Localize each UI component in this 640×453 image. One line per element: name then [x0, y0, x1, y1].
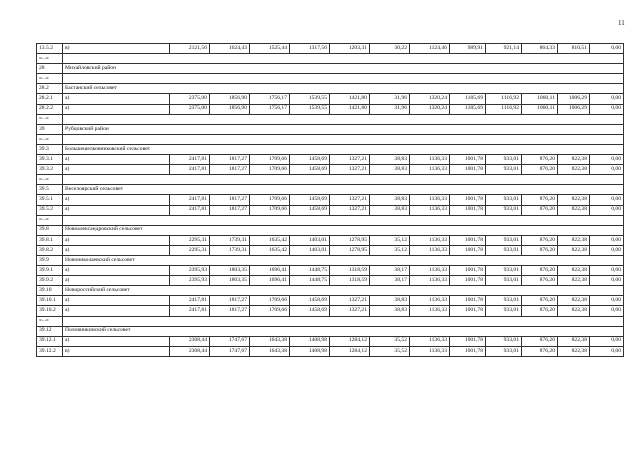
- row-number: 39: [37, 124, 63, 134]
- table-cell: 1284,12: [330, 346, 370, 356]
- section-row: [37, 134, 624, 144]
- table-cell: 1136,33: [410, 155, 450, 165]
- table-cell: 1136,33: [410, 266, 450, 276]
- table-cell: 1408,98: [290, 336, 330, 346]
- row-number: 39.10.1: [37, 296, 63, 306]
- table-cell: 933,01: [486, 296, 522, 306]
- table-cell: 0,00: [590, 205, 624, 215]
- table-cell: 1709,66: [250, 155, 290, 165]
- table-cell: 1278,95: [330, 245, 370, 255]
- table-cell: 933,01: [486, 165, 522, 175]
- table-cell: 989,91: [450, 44, 486, 54]
- row-number: 39.10: [37, 286, 63, 296]
- table-cell: 0,00: [590, 266, 624, 276]
- table-cell: 933,01: [486, 276, 522, 286]
- table-cell: 1817,27: [210, 205, 250, 215]
- table-cell: 1136,33: [410, 336, 450, 346]
- table-cell: 1643,38: [250, 336, 290, 346]
- table-cell: 1756,17: [250, 104, 290, 114]
- section-row: [37, 316, 624, 326]
- table-row: [37, 195, 624, 205]
- section-row: [37, 175, 624, 185]
- table-cell: 1709,66: [250, 296, 290, 306]
- row-number: 39.9.2: [37, 276, 63, 286]
- row-subitem: а): [63, 165, 170, 175]
- table-cell: 1856,90: [210, 104, 250, 114]
- table-cell: 822,38: [558, 165, 590, 175]
- row-number: 28.2: [37, 84, 63, 94]
- table-cell: 2417,81: [170, 195, 210, 205]
- row-number: 39.9.1: [37, 266, 63, 276]
- table-cell: 38,17: [370, 266, 410, 276]
- table-cell: 1320,24: [410, 94, 450, 104]
- row-number: 28: [37, 64, 63, 74]
- table-cell: 35,12: [370, 245, 410, 255]
- table-cell: 1739,31: [210, 245, 250, 255]
- section-title: [63, 215, 624, 225]
- table-cell: 1458,69: [290, 205, 330, 215]
- section-row: [37, 225, 624, 235]
- table-cell: 876,20: [522, 235, 558, 245]
- table-cell: 1643,38: [250, 346, 290, 356]
- table-cell: 1448,75: [290, 266, 330, 276]
- table-cell: 1709,66: [250, 205, 290, 215]
- table-cell: 933,01: [486, 346, 522, 356]
- row-number: «...»: [37, 215, 63, 225]
- table-cell: 822,38: [558, 336, 590, 346]
- table-cell: 1116,92: [486, 104, 522, 114]
- row-subitem: а): [63, 104, 170, 114]
- table-cell: 1458,69: [290, 165, 330, 175]
- table-cell: 0,00: [590, 155, 624, 165]
- table-cell: 1284,12: [330, 336, 370, 346]
- table-cell: 1136,33: [410, 165, 450, 175]
- table-row: [37, 165, 624, 175]
- table-cell: 876,20: [522, 205, 558, 215]
- table-cell: 1001,78: [450, 235, 486, 245]
- table-cell: 1817,27: [210, 195, 250, 205]
- table-cell: 1001,78: [450, 266, 486, 276]
- table-cell: 822,38: [558, 155, 590, 165]
- table-cell: 1060,11: [522, 104, 558, 114]
- table-cell: 2295,31: [170, 245, 210, 255]
- row-number: 13.5.2: [37, 44, 63, 54]
- section-row: [37, 326, 624, 336]
- table-cell: 822,38: [558, 276, 590, 286]
- table-cell: 876,20: [522, 266, 558, 276]
- table-cell: 1001,78: [450, 276, 486, 286]
- table-cell: 1458,69: [290, 296, 330, 306]
- table-row: [37, 336, 624, 346]
- table-cell: 1001,78: [450, 346, 486, 356]
- table-cell: 1421,80: [330, 94, 370, 104]
- table-cell: 1001,78: [450, 155, 486, 165]
- table-cell: 1136,33: [410, 235, 450, 245]
- table-cell: 2417,81: [170, 165, 210, 175]
- row-number: 39.12: [37, 326, 63, 336]
- table-cell: 1756,17: [250, 94, 290, 104]
- table-cell: 2375,00: [170, 94, 210, 104]
- table-cell: 1403,01: [290, 235, 330, 245]
- table-cell: 933,01: [486, 336, 522, 346]
- table-cell: 0,00: [590, 94, 624, 104]
- row-number: 39.12.2: [37, 346, 63, 356]
- table-row: [37, 266, 624, 276]
- table-cell: 31,96: [370, 94, 410, 104]
- table-cell: 1001,78: [450, 205, 486, 215]
- table-cell: 876,20: [522, 195, 558, 205]
- row-number: 39.8.2: [37, 245, 63, 255]
- table-cell: 1185,69: [450, 104, 486, 114]
- row-number: 39.3.2: [37, 165, 63, 175]
- section-row: [37, 64, 624, 74]
- table-cell: 2308,44: [170, 336, 210, 346]
- table-row: [37, 155, 624, 165]
- section-title: Рубцовский район: [63, 124, 624, 134]
- table-cell: 1318,59: [330, 276, 370, 286]
- section-title: Новониколаевский сельсовет: [63, 255, 624, 265]
- table-cell: 2417,81: [170, 296, 210, 306]
- section-row: [37, 286, 624, 296]
- table-cell: 38,83: [370, 296, 410, 306]
- table-cell: 30,22: [370, 44, 410, 54]
- row-number: 39.8.1: [37, 235, 63, 245]
- section-row: [37, 124, 624, 134]
- row-number: 39.10.2: [37, 306, 63, 316]
- row-number: 39.5: [37, 185, 63, 195]
- table-cell: 1006,29: [558, 94, 590, 104]
- table-row: [37, 104, 624, 114]
- table-cell: 0,00: [590, 104, 624, 114]
- table-cell: 1185,69: [450, 94, 486, 104]
- table-cell: 38,83: [370, 306, 410, 316]
- row-number: 28.2.1: [37, 94, 63, 104]
- table-cell: 38,83: [370, 165, 410, 175]
- page-number: 11: [618, 19, 625, 27]
- row-subitem: в): [63, 44, 170, 54]
- table-cell: 1803,35: [210, 276, 250, 286]
- table-cell: 933,01: [486, 155, 522, 165]
- table-cell: 1278,95: [330, 235, 370, 245]
- table-cell: 1136,33: [410, 205, 450, 215]
- table-cell: 822,38: [558, 296, 590, 306]
- table-cell: 1747,67: [210, 336, 250, 346]
- table-cell: 1817,27: [210, 306, 250, 316]
- section-title: [63, 114, 624, 124]
- table-cell: 810,51: [558, 44, 590, 54]
- table-cell: 38,83: [370, 155, 410, 165]
- table-cell: 0,00: [590, 245, 624, 255]
- row-number: «...»: [37, 74, 63, 84]
- table-cell: 1001,78: [450, 245, 486, 255]
- table-cell: 38,83: [370, 195, 410, 205]
- table-row: [37, 94, 624, 104]
- table-cell: 1709,66: [250, 306, 290, 316]
- table-row: [37, 276, 624, 286]
- table-row: [37, 296, 624, 306]
- table-cell: 0,00: [590, 165, 624, 175]
- row-subitem: а): [63, 155, 170, 165]
- table-cell: 35,12: [370, 235, 410, 245]
- table-cell: 1539,55: [290, 94, 330, 104]
- table-cell: 1327,21: [330, 306, 370, 316]
- table-cell: 0,00: [590, 195, 624, 205]
- row-number: «...»: [37, 114, 63, 124]
- table-cell: 1001,78: [450, 306, 486, 316]
- table-cell: 822,38: [558, 346, 590, 356]
- table-cell: 1458,69: [290, 306, 330, 316]
- section-title: Веселоярский сельсовет: [63, 185, 624, 195]
- table-cell: 1136,33: [410, 306, 450, 316]
- tariff-table: [36, 43, 624, 357]
- row-number: 28.2.2: [37, 104, 63, 114]
- table-cell: 876,20: [522, 165, 558, 175]
- table-cell: 2417,81: [170, 306, 210, 316]
- table-cell: 1635,42: [250, 235, 290, 245]
- table-cell: 2395,93: [170, 266, 210, 276]
- row-number: 39.8: [37, 225, 63, 235]
- row-subitem: а): [63, 195, 170, 205]
- table-cell: 1803,35: [210, 266, 250, 276]
- row-number: 39.3: [37, 144, 63, 154]
- section-title: Новороссийский сельсовет: [63, 286, 624, 296]
- table-cell: 933,01: [486, 235, 522, 245]
- table-row: [37, 44, 624, 54]
- row-subitem: а): [63, 94, 170, 104]
- table-cell: 31,96: [370, 104, 410, 114]
- table-cell: 1817,27: [210, 165, 250, 175]
- table-cell: 1006,29: [558, 104, 590, 114]
- table-cell: 822,38: [558, 235, 590, 245]
- table-cell: 1327,21: [330, 296, 370, 306]
- table-cell: 2121,56: [170, 44, 210, 54]
- table-cell: 822,38: [558, 205, 590, 215]
- table-cell: 1856,90: [210, 94, 250, 104]
- table-cell: 1539,55: [290, 104, 330, 114]
- table-cell: 933,01: [486, 195, 522, 205]
- section-row: [37, 144, 624, 154]
- table-cell: 1327,21: [330, 195, 370, 205]
- table-cell: 1624,43: [210, 44, 250, 54]
- table-cell: 876,20: [522, 276, 558, 286]
- row-number: «...»: [37, 316, 63, 326]
- table-cell: 2395,93: [170, 276, 210, 286]
- section-title: [63, 316, 624, 326]
- table-cell: 822,38: [558, 195, 590, 205]
- table-cell: 1696,41: [250, 266, 290, 276]
- table-row: [37, 235, 624, 245]
- table-cell: 1817,27: [210, 296, 250, 306]
- section-row: [37, 54, 624, 64]
- table-cell: 2295,31: [170, 235, 210, 245]
- table-cell: 0,00: [590, 336, 624, 346]
- table-cell: 876,20: [522, 336, 558, 346]
- row-subitem: а): [63, 296, 170, 306]
- table-cell: 876,20: [522, 245, 558, 255]
- table-cell: 1116,92: [486, 94, 522, 104]
- row-subitem: а): [63, 235, 170, 245]
- table-cell: 1001,78: [450, 195, 486, 205]
- section-row: [37, 255, 624, 265]
- table-cell: 38,83: [370, 205, 410, 215]
- row-number: «...»: [37, 175, 63, 185]
- table-row: [37, 346, 624, 356]
- table-cell: 1136,33: [410, 245, 450, 255]
- table-cell: 933,01: [486, 306, 522, 316]
- table-cell: 876,20: [522, 155, 558, 165]
- table-cell: 1448,75: [290, 276, 330, 286]
- table-cell: 1696,41: [250, 276, 290, 286]
- table-cell: 1001,78: [450, 336, 486, 346]
- section-row: [37, 114, 624, 124]
- table-cell: 2308,44: [170, 346, 210, 356]
- table-cell: 1060,11: [522, 94, 558, 104]
- table-cell: 822,38: [558, 245, 590, 255]
- table-cell: 1327,21: [330, 165, 370, 175]
- table-cell: 1739,31: [210, 235, 250, 245]
- table-cell: 822,38: [558, 306, 590, 316]
- row-subitem: в): [63, 346, 170, 356]
- table-cell: 1136,33: [410, 276, 450, 286]
- row-number: 39.12.1: [37, 336, 63, 346]
- table-cell: 1136,33: [410, 195, 450, 205]
- table-cell: 1124,46: [410, 44, 450, 54]
- table-cell: 1320,24: [410, 104, 450, 114]
- table-cell: 1327,21: [330, 205, 370, 215]
- section-title: Половинкинский сельсовет: [63, 326, 624, 336]
- table-cell: 0,00: [590, 306, 624, 316]
- section-title: [63, 134, 624, 144]
- table-cell: 35,52: [370, 336, 410, 346]
- table-cell: 1408,98: [290, 346, 330, 356]
- table-cell: 1403,01: [290, 245, 330, 255]
- table-cell: 1458,69: [290, 195, 330, 205]
- table-cell: 1709,66: [250, 195, 290, 205]
- table-cell: 35,52: [370, 346, 410, 356]
- section-title: Бастанский сельсовет: [63, 84, 624, 94]
- table-cell: 822,38: [558, 266, 590, 276]
- row-subitem: а): [63, 276, 170, 286]
- section-title: [63, 74, 624, 84]
- table-row: [37, 306, 624, 316]
- row-number: 39.9: [37, 255, 63, 265]
- section-row: [37, 84, 624, 94]
- table-cell: 1136,33: [410, 296, 450, 306]
- table-cell: 1635,42: [250, 245, 290, 255]
- row-number: «...»: [37, 54, 63, 64]
- table-cell: 0,00: [590, 296, 624, 306]
- table-cell: 1421,80: [330, 104, 370, 114]
- table-cell: 1709,66: [250, 165, 290, 175]
- row-subitem: а): [63, 266, 170, 276]
- section-row: [37, 74, 624, 84]
- section-row: [37, 185, 624, 195]
- table-cell: 921,14: [486, 44, 522, 54]
- table-cell: 2417,81: [170, 155, 210, 165]
- table-cell: 933,01: [486, 245, 522, 255]
- table-cell: 1203,31: [330, 44, 370, 54]
- table-cell: 1747,67: [210, 346, 250, 356]
- table-cell: 2375,00: [170, 104, 210, 114]
- table-cell: 876,20: [522, 346, 558, 356]
- table-cell: 1327,21: [330, 155, 370, 165]
- row-subitem: а): [63, 336, 170, 346]
- table-row: [37, 245, 624, 255]
- table-cell: 1817,27: [210, 155, 250, 165]
- row-number: 39.5.1: [37, 195, 63, 205]
- table-cell: 0,00: [590, 276, 624, 286]
- table-cell: 876,20: [522, 296, 558, 306]
- table-cell: 1525,44: [250, 44, 290, 54]
- table-row: [37, 205, 624, 215]
- table-cell: 0,00: [590, 235, 624, 245]
- section-title: Новоалександровский сельсовет: [63, 225, 624, 235]
- table-cell: 933,01: [486, 205, 522, 215]
- table-cell: 0,00: [590, 44, 624, 54]
- table-cell: 1318,59: [330, 266, 370, 276]
- section-row: [37, 215, 624, 225]
- table-cell: 933,01: [486, 266, 522, 276]
- table-cell: 2417,81: [170, 205, 210, 215]
- row-number: 39.3.1: [37, 155, 63, 165]
- table-cell: 1458,69: [290, 155, 330, 165]
- section-title: [63, 175, 624, 185]
- row-subitem: а): [63, 205, 170, 215]
- row-subitem: а): [63, 306, 170, 316]
- table-cell: 1001,78: [450, 296, 486, 306]
- row-number: «...»: [37, 134, 63, 144]
- row-number: 39.5.2: [37, 205, 63, 215]
- table-cell: 0,00: [590, 346, 624, 356]
- table-cell: 38,17: [370, 276, 410, 286]
- table-cell: 864,33: [522, 44, 558, 54]
- row-subitem: а): [63, 245, 170, 255]
- table-cell: 1001,78: [450, 165, 486, 175]
- section-title: Большешелковниковский сельсовет: [63, 144, 624, 154]
- section-title: [63, 54, 624, 64]
- table-cell: 876,20: [522, 306, 558, 316]
- table-cell: 1136,33: [410, 346, 450, 356]
- table-cell: 1317,56: [290, 44, 330, 54]
- section-title: Михайловский район: [63, 64, 624, 74]
